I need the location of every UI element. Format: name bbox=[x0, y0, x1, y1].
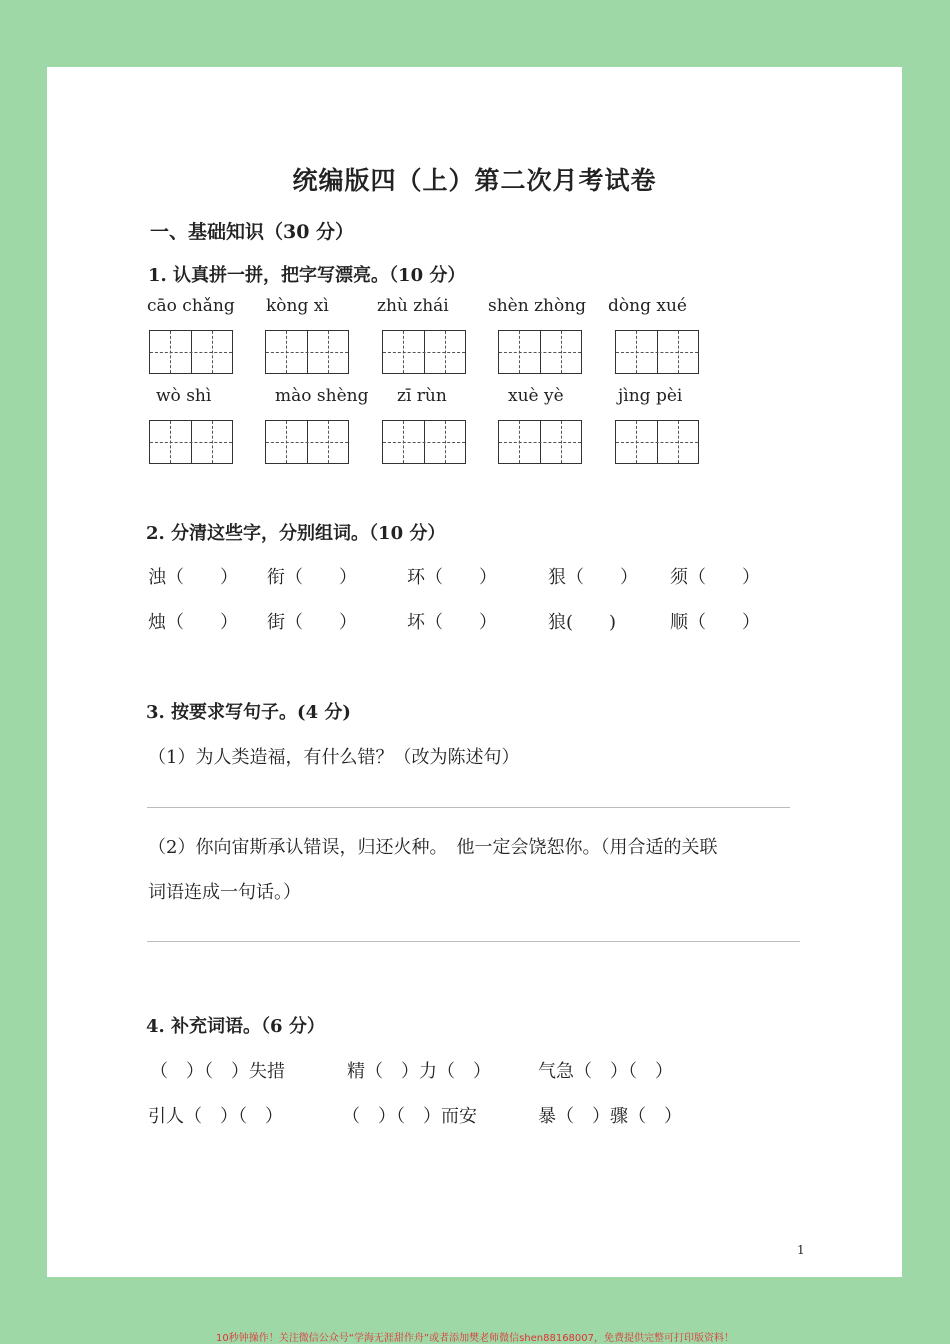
writing-grid[interactable] bbox=[149, 330, 233, 374]
writing-grid[interactable] bbox=[615, 420, 699, 464]
question-2-heading: 2. 分清这些字，分别组词。（10 分） bbox=[146, 523, 446, 544]
writing-grid[interactable] bbox=[382, 420, 466, 464]
question-3-heading: 3. 按要求写句子。(4 分) bbox=[146, 702, 351, 723]
writing-grid[interactable] bbox=[382, 330, 466, 374]
idiom-blank[interactable]: 引人（ ）（ ） bbox=[148, 1106, 283, 1127]
pinyin-label: xuè yè bbox=[508, 386, 564, 406]
sentence-prompt: （2）你向宙斯承认错误，归还火种。 他一定会饶恕你。（用合适的关联 bbox=[148, 837, 718, 858]
word-blank[interactable]: 环（ ） bbox=[407, 567, 497, 588]
writing-grid[interactable] bbox=[149, 420, 233, 464]
writing-grid[interactable] bbox=[615, 330, 699, 374]
sentence-prompt-continued: 词语连成一句话。） bbox=[148, 882, 301, 903]
word-blank[interactable]: 狠（ ） bbox=[548, 567, 638, 588]
pinyin-label: shèn zhòng bbox=[488, 296, 587, 316]
page-title: 统编版四（上）第二次月考试卷 bbox=[292, 166, 657, 195]
word-blank[interactable]: 烛（ ） bbox=[148, 612, 238, 633]
footer-notice: 10秒钟操作！关注微信公众号“学海无涯甜作舟”或者添加樊老师微信shen88168007，免费提供完整可打印版资料！ bbox=[215, 1333, 735, 1344]
word-blank[interactable]: 顺（ ） bbox=[670, 612, 760, 633]
sentence-prompt: （1）为人类造福，有什么错？（改为陈述句） bbox=[148, 747, 520, 768]
pinyin-label: kòng xì bbox=[266, 296, 329, 316]
idiom-blank[interactable]: 气急（ ）（ ） bbox=[538, 1061, 673, 1082]
idiom-blank[interactable]: （ ）（ ）而安 bbox=[342, 1106, 477, 1127]
writing-grid[interactable] bbox=[498, 420, 582, 464]
writing-grid[interactable] bbox=[265, 330, 349, 374]
pinyin-label: jìng pèi bbox=[618, 386, 683, 406]
word-blank[interactable]: 浊（ ） bbox=[148, 567, 238, 588]
word-blank[interactable]: 狼( ) bbox=[548, 612, 617, 633]
answer-line[interactable] bbox=[147, 941, 800, 942]
writing-grid[interactable] bbox=[265, 420, 349, 464]
word-blank[interactable]: 衔（ ） bbox=[267, 567, 357, 588]
word-blank[interactable]: 坏（ ） bbox=[407, 612, 497, 633]
section-heading: 一、基础知识（30 分） bbox=[150, 221, 355, 243]
idiom-blank[interactable]: 精（ ）力（ ） bbox=[347, 1061, 491, 1082]
pinyin-label: zhù zhái bbox=[377, 296, 449, 316]
word-blank[interactable]: 须（ ） bbox=[670, 567, 760, 588]
exam-paper bbox=[47, 67, 902, 1277]
pinyin-label: mào shèng bbox=[275, 386, 369, 406]
pinyin-label: dòng xué bbox=[608, 296, 687, 316]
answer-line[interactable] bbox=[147, 807, 790, 808]
idiom-blank[interactable]: 暴（ ）骤（ ） bbox=[538, 1106, 682, 1127]
idiom-blank[interactable]: （ ）（ ）失措 bbox=[150, 1061, 285, 1082]
question-1-heading: 1. 认真拼一拼，把字写漂亮。（10 分） bbox=[148, 265, 466, 286]
page-number: 1 bbox=[797, 1243, 805, 1257]
word-blank[interactable]: 街（ ） bbox=[267, 612, 357, 633]
writing-grid[interactable] bbox=[498, 330, 582, 374]
pinyin-label: cāo chǎng bbox=[147, 296, 235, 316]
pinyin-label: wò shì bbox=[156, 386, 212, 406]
question-4-heading: 4. 补充词语。（6 分） bbox=[146, 1016, 325, 1037]
pinyin-label: zī rùn bbox=[397, 386, 447, 406]
